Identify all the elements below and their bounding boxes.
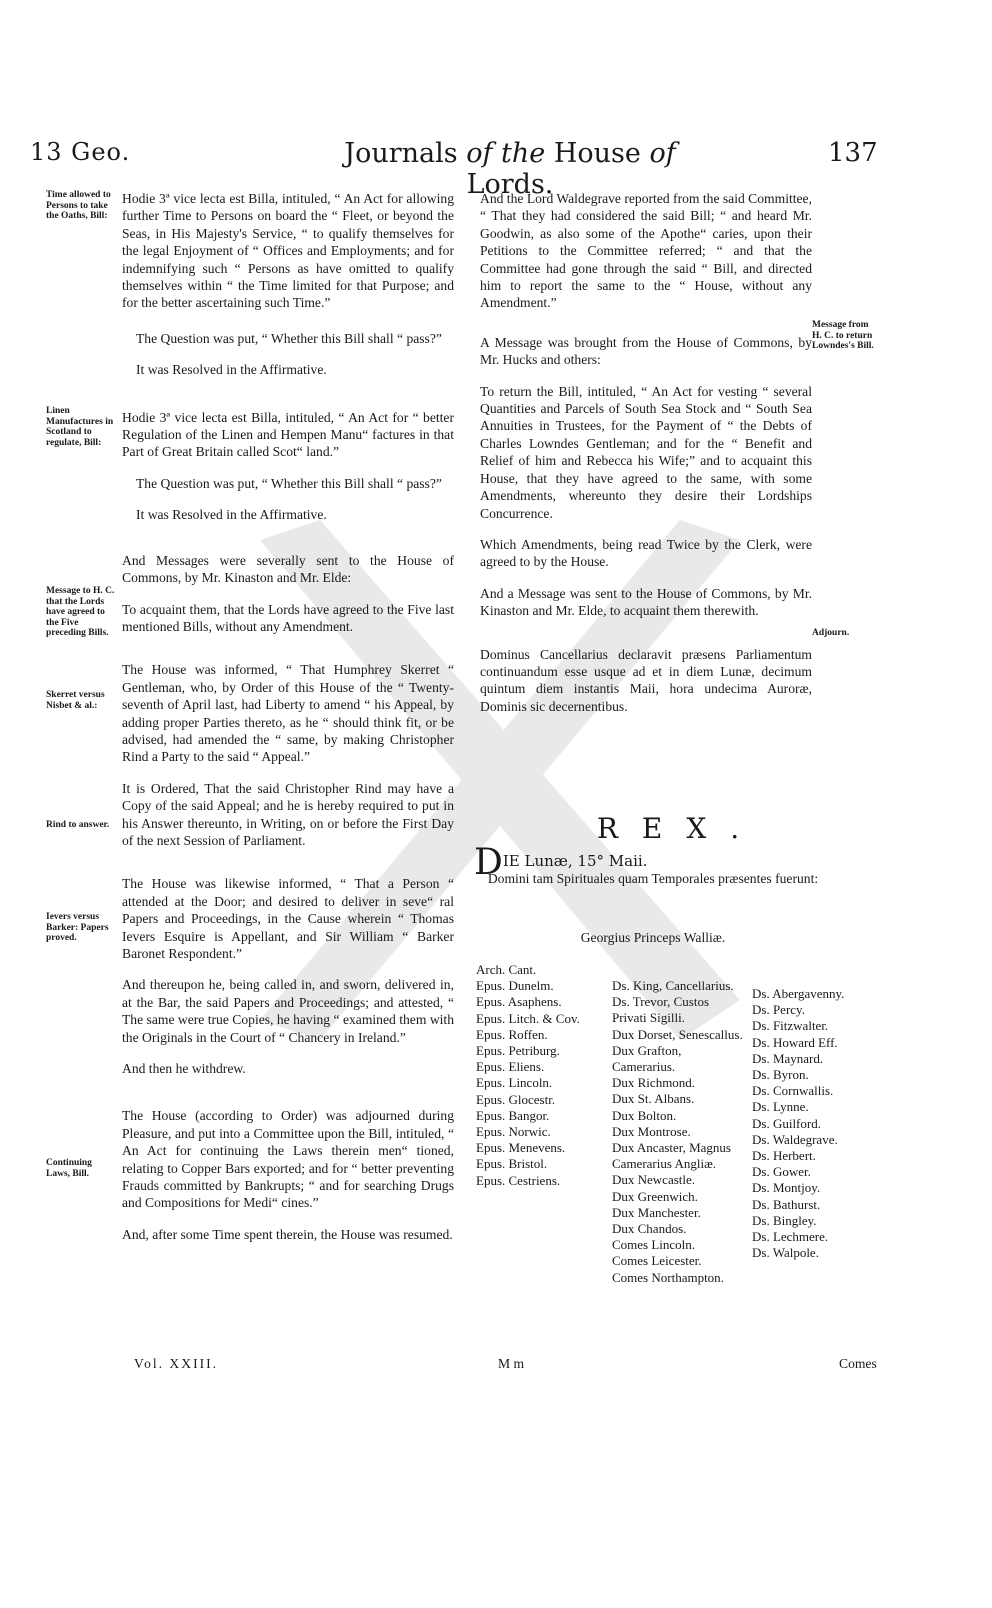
list-item: Epus. Cestriens.: [476, 1172, 561, 1188]
paragraph: And a Message was sent to the House of Commons, by Mr. Kinaston and Mr. Elde, to acquaint them therewith.: [480, 585, 812, 619]
margin-note: Rind to answer.: [46, 820, 110, 830]
list-item: Ds. Abergavenny.: [752, 986, 845, 1001]
paragraph: The House was likewise informed, “ That a Person “ attended at the Door; and desired to deliver in seve“ ral Papers and Proceedings, in the Cause wherein “ Thomas Ievers Esquire is Appellant, and Sir William “ Barker Baronet Respondent.”: [122, 876, 454, 961]
list-item: Comes Leicester.: [612, 1253, 702, 1269]
paragraph: It was Resolved in the Affirmative.: [136, 362, 327, 378]
page-number: 137: [828, 138, 878, 168]
volume-footer: Vol. XXIII.: [134, 1356, 219, 1371]
title-word: Journals: [344, 138, 458, 169]
list-item: Epus. Asaphens.: [476, 994, 562, 1010]
list-item: Dux Grafton, Camerarius.: [612, 1042, 682, 1075]
paragraph: The Question was put, “ Whether this Bill shall “ pass?”: [136, 475, 442, 491]
list-item: Ds. Herbert.: [752, 1148, 816, 1164]
list-item: Ds. Gower.: [752, 1164, 811, 1180]
margin-note: Continuing Laws, Bill.: [46, 1158, 92, 1179]
paragraph: It was Resolved in the Affirmative.: [136, 507, 327, 523]
paragraph: And then he withdrew.: [122, 1061, 246, 1077]
barons-list: [752, 986, 872, 1261]
drop-initial: D: [474, 842, 503, 883]
prince-of-wales: Georgius Princeps Walliæ.: [580, 930, 726, 945]
paragraph: To acquaint them, that the Lords have agreed to the Five last mentioned Bills, without any Amendment.: [122, 601, 454, 634]
list-item: Epus. Dunelm.: [476, 978, 554, 994]
title-word: Lords.: [466, 169, 554, 200]
margin-note: Message from H. C. to return Lowndes's Bill.: [812, 320, 874, 351]
list-item: Epus. Petriburg.: [476, 1043, 560, 1059]
margin-note: Time allowed to Persons to take the Oaths, Bill:: [46, 190, 111, 221]
list-item: Dux Manchester.: [612, 1204, 701, 1220]
list-item: Dux Montrose.: [612, 1123, 691, 1139]
list-item: Ds. Fitzwalter.: [752, 1018, 829, 1034]
paragraph: To return the Bill, intituled, “ An Act for vesting “ several Quantities and Parcels of South Sea Stock and “ South Sea Annuities in Trustees, for the Payment of “ the Debts of Charles Lowndes Gentleman; and for the “ Benefit and Relief of him and Rebecca his Wife;” and to acquaint this House, that they have agreed to the same, with some Amendments, whereunto they desire their Lordships Concurrence.: [480, 383, 812, 521]
paragraph: The House was informed, “ That Humphrey Skerret “ Gentleman, who, by Order of this House of the “ Twenty-seventh of April last, had Liberty to amend “ his Appeal, by adding proper Parties thereto, as he “ should think fit, or be advised, had amended the “ same, by making Christopher Rind a Party to the said “ Appeal.”: [122, 662, 454, 765]
margin-note: Message to H. C. that the Lords have agreed to the Five preceding Bills.: [46, 586, 115, 638]
dukes-list: [612, 978, 744, 1286]
list-item: Ds. Howard Eff.: [752, 1034, 838, 1050]
signature-mark: M m: [498, 1356, 525, 1371]
paragraph: Hodie 3ª vice lecta est Billa, intituled, “ An Act for “ better Regulation of the Linen and Hempen Manu“ factures in that Part of Great Britain called Scot“ land.”: [122, 409, 454, 460]
list-item: Epus. Bristol.: [476, 1156, 548, 1172]
paragraph: Dominus Cancellarius declaravit præsens Parliamentum continuandum esse usque ad et in diem Lunæ, decimum quintum diem instantis Maii, hora undecima Auroræ, Dominis sic decernentibus.: [480, 646, 812, 714]
list-item: Ds. Montjoy.: [752, 1180, 821, 1196]
paragraph: The House (according to Order) was adjourned during Pleasure, and put into a Committee upon the Bill, intituled, “ An Act for continuing the Laws therein men“ tioned, relating to Copper Bars exported; and for “ better preventing Frauds committed by Bankrupts; “ and for searching Drugs and Compositions for Medi“ cines.”: [122, 1108, 454, 1211]
list-item: Dux Richmond.: [612, 1075, 696, 1091]
list-item: Dux Greenwich.: [612, 1188, 698, 1204]
margin-note: Ievers versus Barker: Papers proved.: [46, 912, 109, 943]
paragraph: And Messages were severally sent to the House of Commons, by Mr. Kinaston and Mr. Elde:: [122, 552, 454, 586]
list-item: Ds. Lynne.: [752, 1099, 809, 1115]
margin-note: Skerret versus Nisbet & al.:: [46, 690, 105, 711]
list-item: Epus. Menevens.: [476, 1140, 566, 1156]
paragraph: The Question was put, “ Whether this Bill shall “ pass?”: [136, 330, 442, 346]
list-item: Epus. Eliens.: [476, 1059, 545, 1075]
list-item: Ds. King, Cancellarius.: [612, 978, 734, 993]
list-item: Comes Northampton.: [612, 1269, 724, 1285]
title-word: of: [649, 138, 676, 169]
list-item: Ds. Percy.: [752, 1002, 805, 1018]
paragraph: And thereupon he, being called in, and sworn, delivered in, at the Bar, the said Papers and Proceedings; and attested, “ The same were true Copies, he having “ examined them with the Originals in the Court of “ Chancery in Ireland.”: [122, 977, 454, 1045]
list-item: Epus. Litch. & Cov.: [476, 1010, 580, 1026]
bishops-list: [476, 962, 604, 1189]
margin-note: Linen Manufactures in Scotland to regulate, Bill:: [46, 406, 114, 448]
list-item: Ds. Waldegrave.: [752, 1131, 838, 1147]
list-item: Ds. Walpole.: [752, 1245, 819, 1261]
attendance-heading: Domini tam Spirituales quam Temporales præsentes fuerunt:: [487, 871, 819, 886]
title-word: House: [553, 138, 641, 169]
list-item: Ds. Maynard.: [752, 1050, 824, 1066]
left-column: [122, 190, 454, 1257]
list-item: Epus. Roffen.: [476, 1026, 548, 1042]
paragraph: Hodie 3ª vice lecta est Billa, intituled, “ An Act for allowing further Time to Persons on board the “ Fleet, or beyond the Seas, in His Majesty's Service, “ to qualify themselves for the legal Enjoyment of “ Offices and Employments; and for indemnifying such “ Persons as have omitted to qualify themselves within “ the Time limited for that Purpose; and for the better ascertaining such Time.”: [122, 191, 454, 311]
list-item: Ds. Trevor, Custos Privati Sigilli.: [612, 994, 710, 1026]
list-item: Ds. Byron.: [752, 1067, 809, 1083]
date-text: IE Lunæ, 15° Maii.: [502, 852, 648, 870]
list-item: Epus. Glocestr.: [476, 1091, 556, 1107]
list-item: Ds. Lechmere.: [752, 1229, 829, 1245]
list-item: Ds. Bingley.: [752, 1212, 817, 1228]
title-word: of: [466, 138, 493, 169]
list-item: Epus. Bangor.: [476, 1107, 550, 1123]
title-word: the: [501, 138, 546, 169]
paragraph: A Message was brought from the House of Commons, by Mr. Hucks and others:: [480, 334, 812, 368]
paragraph: It is Ordered, That the said Christopher Rind may have a Copy of the said Appeal; and he is hereby required to put in his Answer thereunto, in Writing, on or before the First Day of the next Session of Parliament.: [122, 780, 454, 848]
list-item: Dux Bolton.: [612, 1107, 677, 1123]
list-item: Arch. Cant.: [476, 962, 537, 977]
list-item: Epus. Norwic.: [476, 1124, 551, 1140]
running-head-regnal-year: 13 Geo.: [30, 138, 131, 166]
paragraph: And, after some Time spent therein, the House was resumed.: [122, 1226, 453, 1242]
list-item: Ds. Guilford.: [752, 1115, 821, 1131]
list-item: Ds. Bathurst.: [752, 1196, 821, 1212]
right-column: [480, 190, 812, 729]
margin-note: Adjourn.: [812, 628, 850, 638]
paragraph: And the Lord Waldegrave reported from the said Committee, “ That they had considered the said Bill; “ and heard Mr. Goodwin, as also some of the Apothe“ caries, upon their Petitions to the Committee referred; “ and that the Committee had gone through the said “ Bill, and directed him to report the same to the “ House, without any Amendment.”: [480, 191, 812, 311]
catchword: Comes: [839, 1356, 877, 1371]
list-item: Epus. Lincoln.: [476, 1075, 553, 1091]
list-item: Ds. Cornwallis.: [752, 1083, 834, 1099]
list-item: Dux Chandos.: [612, 1221, 687, 1237]
list-item: Comes Lincoln.: [612, 1237, 696, 1253]
list-item: Dux Dorset, Senescallus.: [612, 1026, 743, 1042]
list-item: Dux Ancaster, Magnus Camerarius Angliæ.: [612, 1140, 731, 1172]
paragraph: Which Amendments, being read Twice by the Clerk, were agreed to by the House.: [480, 536, 812, 570]
list-item: Dux St. Albans.: [612, 1091, 695, 1107]
list-item: Dux Newcastle.: [612, 1172, 696, 1188]
rex-heading: REX.: [596, 812, 764, 845]
